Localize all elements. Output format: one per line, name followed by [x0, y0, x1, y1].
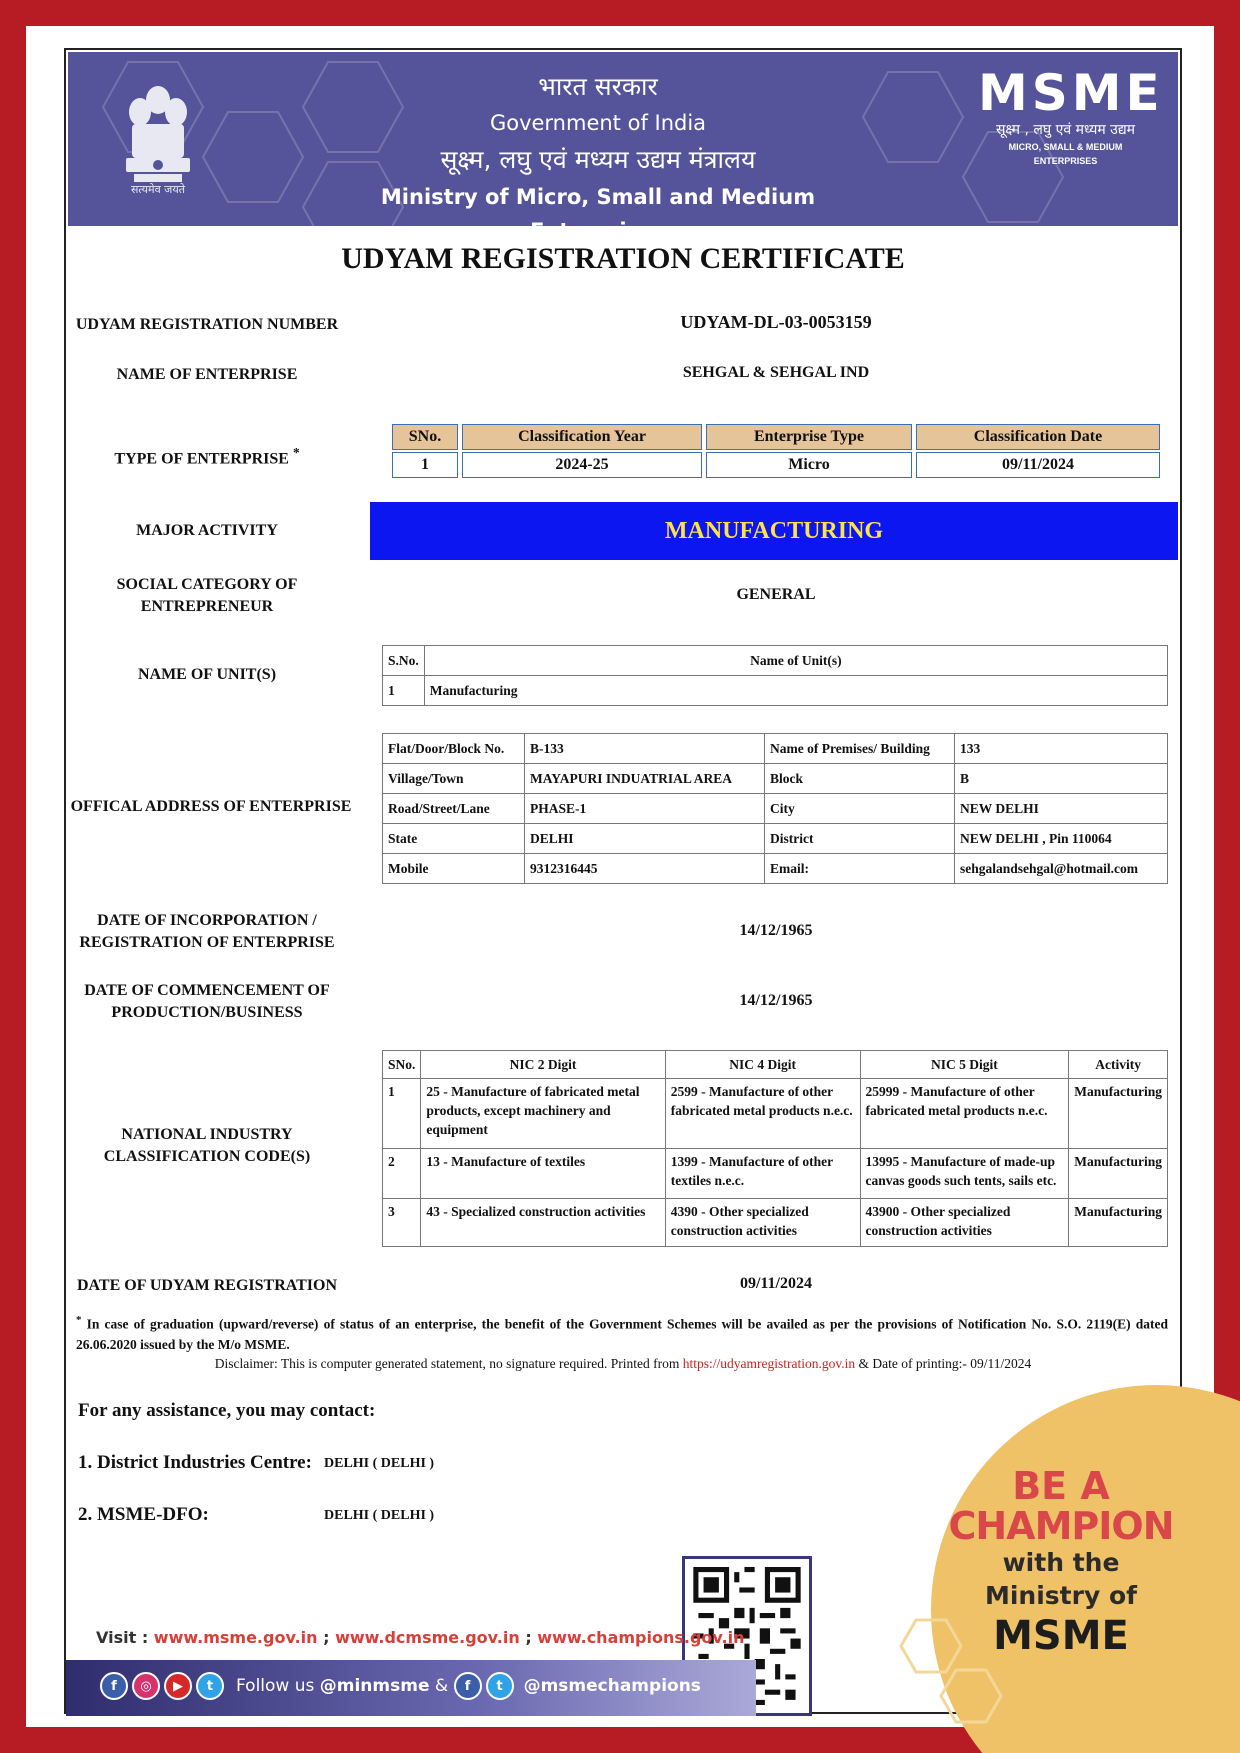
youtube-icon[interactable]: ▶: [164, 1672, 192, 1700]
social-strip: [66, 1660, 756, 1716]
disclaimer-prefix: Disclaimer: This is computer generated statement, no signature required. Printed from: [214, 1356, 680, 1371]
address-key: Email:: [765, 854, 955, 884]
table-row: [383, 1079, 1168, 1149]
follow-text: Follow us: [236, 1676, 315, 1696]
twitter-icon[interactable]: t: [196, 1672, 224, 1700]
nic-label: NATIONAL INDUSTRY CLASSIFICATION CODE(S): [103, 1126, 311, 1165]
address-value: 133: [955, 734, 1168, 764]
enterprise-type-mark: *: [292, 445, 300, 460]
footnote: [76, 1310, 1168, 1355]
type-cell-date: 09/11/2024: [916, 452, 1160, 478]
nic-header-2digit: NIC 2 Digit: [421, 1051, 665, 1079]
address-key: District: [765, 824, 955, 854]
table-row: [383, 854, 1168, 884]
msme-logo-hindi: सूक्ष्म , लघु एवं मध्यम उद्यम: [995, 122, 1136, 138]
hindi-govt-title: भारत सरकार: [538, 72, 658, 101]
visit-sep: ;: [323, 1628, 330, 1647]
units-table-header: [383, 646, 1168, 676]
msme-logo-english: MICRO, SMALL & MEDIUM ENTERPRISES: [1008, 142, 1123, 166]
table-row: [383, 676, 1168, 706]
nic-cell: 1399 - Manufacture of other textiles n.e.c.: [665, 1149, 860, 1199]
address-value: 9312316445: [525, 854, 765, 884]
type-header-date: Classification Date: [916, 424, 1160, 450]
nic-cell: 2: [383, 1149, 421, 1199]
udyam-date-label: DATE OF UDYAM REGISTRATION: [76, 1277, 338, 1294]
address-label: OFFICAL ADDRESS OF ENTERPRISE: [70, 798, 352, 815]
address-value: B: [955, 764, 1168, 794]
type-header-year: Classification Year: [462, 424, 702, 450]
nic-header-sno: SNo.: [383, 1051, 421, 1079]
address-key: Mobile: [383, 854, 525, 884]
nic-table-header: [383, 1051, 1168, 1079]
enterprise-name-value: SEHGAL & SEHGAL IND: [682, 364, 870, 381]
banner-titles: [318, 68, 878, 248]
certificate-title: UDYAM REGISTRATION CERTIFICATE: [341, 242, 905, 275]
address-value: NEW DELHI: [955, 794, 1168, 824]
dic-label: 1. District Industries Centre:: [78, 1452, 312, 1473]
udyam-portal-link[interactable]: https://udyamregistration.gov.in: [682, 1356, 856, 1371]
msme-logo: [978, 64, 1164, 168]
type-cell-sno: 1: [392, 452, 458, 478]
dfo-value: DELHI ( DELHI ): [324, 1508, 435, 1523]
nic-cell: 2599 - Manufacture of other fabricated metal products n.e.c.: [665, 1079, 860, 1149]
units-table: [382, 645, 1168, 706]
emblem-motto: सत्यमेव जयते: [130, 183, 185, 196]
nic-cell: Manufacturing: [1069, 1199, 1168, 1247]
incorporation-value: 14/12/1965: [739, 922, 813, 939]
major-activity-label: MAJOR ACTIVITY: [136, 522, 278, 539]
govt-title: Government of India: [489, 111, 707, 135]
instagram-icon[interactable]: ◎: [132, 1672, 160, 1700]
footnote-text: In case of graduation (upward/reverse) of status of an enterprise, the benefit of the Government Schemes will be availed as per the provisions of Notification No. S.O. 2119(E) dated 26.06.2020 issued by the M/o MSME.: [76, 1316, 1168, 1352]
units-cell-name: Manufacturing: [424, 676, 1167, 706]
table-row: [383, 824, 1168, 854]
table-row: [392, 452, 1160, 478]
nic-cell: 3: [383, 1199, 421, 1247]
enterprise-type-label: [72, 442, 342, 470]
handle-minmsme[interactable]: @minmsme: [319, 1676, 430, 1696]
type-cell-year: 2024-25: [462, 452, 702, 478]
twitter-icon[interactable]: t: [486, 1672, 514, 1700]
udyam-date-value: 09/11/2024: [739, 1275, 812, 1292]
nic-header-4digit: NIC 4 Digit: [665, 1051, 860, 1079]
visit-links: [96, 1628, 744, 1647]
disclaimer-suffix: & Date of printing:- 09/11/2024: [858, 1356, 1032, 1371]
champions-link[interactable]: www.champions.gov.in: [537, 1628, 745, 1647]
header-banner: [68, 52, 1178, 243]
nic-cell: 4390 - Other specialized construction activities: [665, 1199, 860, 1247]
address-value: B-133: [525, 734, 765, 764]
nic-cell: 1: [383, 1079, 421, 1149]
nic-cell: 25 - Manufacture of fabricated metal products, except machinery and equipment: [421, 1079, 665, 1149]
reg-number-label: UDYAM REGISTRATION NUMBER: [75, 316, 339, 333]
social-category-label: SOCIAL CATEGORY OF ENTREPRENEUR: [116, 576, 298, 615]
facebook-icon[interactable]: f: [100, 1672, 128, 1700]
units-cell-sno: 1: [383, 676, 425, 706]
nic-cell: Manufacturing: [1069, 1149, 1168, 1199]
hindi-ministry-title: सूक्ष्म, लघु एवं मध्यम उद्यम मंत्रालय: [440, 145, 756, 174]
address-table: [382, 733, 1168, 884]
address-value: MAYAPURI INDUATRIAL AREA: [525, 764, 765, 794]
nic-table: [382, 1050, 1168, 1247]
table-row: [383, 1199, 1168, 1247]
footnote-mark: *: [76, 1314, 82, 1326]
dfo-label: 2. MSME-DFO:: [78, 1504, 209, 1525]
address-key: Village/Town: [383, 764, 525, 794]
address-key: Flat/Door/Block No.: [383, 734, 525, 764]
certificate-frame: [64, 48, 1182, 1714]
nic-cell: 43900 - Other specialized construction activities: [860, 1199, 1069, 1247]
nic-cell: 13 - Manufacture of textiles: [421, 1149, 665, 1199]
reg-number-value: UDYAM-DL-03-0053159: [680, 312, 872, 332]
commencement-value: 14/12/1965: [739, 992, 813, 1009]
address-key: State: [383, 824, 525, 854]
major-activity-value: MANUFACTURING: [370, 502, 1178, 560]
address-key: City: [765, 794, 955, 824]
dic-value: DELHI ( DELHI ): [324, 1456, 435, 1471]
address-value: DELHI: [525, 824, 765, 854]
address-key: Block: [765, 764, 955, 794]
nic-cell: Manufacturing: [1069, 1079, 1168, 1149]
address-key: Road/Street/Lane: [383, 794, 525, 824]
disclaimer: [66, 1356, 1180, 1372]
dcmsme-link[interactable]: www.dcmsme.gov.in: [335, 1628, 520, 1647]
ministry-title: Ministry of Micro, Small and Medium Enterprises: [380, 185, 816, 243]
address-value: PHASE-1: [525, 794, 765, 824]
msme-logo-text: MSME: [978, 64, 1164, 122]
type-table: [388, 422, 1164, 480]
champion-line3: with the: [1002, 1548, 1120, 1577]
incorporation-label: DATE OF INCORPORATION / REGISTRATION OF ENTERPRISE: [79, 912, 335, 951]
units-header-name: Name of Unit(s): [424, 646, 1167, 676]
social-row: [100, 1672, 701, 1700]
nic-cell: 13995 - Manufacture of made-up canvas goods such tents, sails etc.: [860, 1149, 1069, 1199]
champion-text: [946, 1466, 1176, 1660]
champion-line2: CHAMPION: [948, 1504, 1174, 1548]
address-email: sehgalandsehgal@hotmail.com: [955, 854, 1168, 884]
nic-header-5digit: NIC 5 Digit: [860, 1051, 1069, 1079]
champion-line1: BE A: [1012, 1464, 1110, 1508]
address-key: Name of Premises/ Building: [765, 734, 955, 764]
type-header-sno: SNo.: [392, 424, 458, 450]
table-row: [383, 734, 1168, 764]
msme-link[interactable]: www.msme.gov.in: [153, 1628, 318, 1647]
address-value: NEW DELHI , Pin 110064: [955, 824, 1168, 854]
table-row: [383, 764, 1168, 794]
champion-line4: Ministry of: [984, 1581, 1138, 1610]
social-amp: &: [434, 1676, 449, 1696]
units-label: NAME OF UNIT(S): [137, 666, 277, 683]
type-header-type: Enterprise Type: [706, 424, 912, 450]
type-table-header: [392, 424, 1160, 450]
champion-line5: MSME: [993, 1613, 1129, 1659]
table-row: [383, 794, 1168, 824]
visit-sep: ;: [525, 1628, 532, 1647]
assistance-heading: For any assistance, you may contact:: [78, 1400, 376, 1421]
nic-cell: 43 - Specialized construction activities: [421, 1199, 665, 1247]
commencement-label: DATE OF COMMENCEMENT OF PRODUCTION/BUSINESS: [84, 982, 330, 1021]
facebook-icon[interactable]: f: [454, 1672, 482, 1700]
enterprise-type-label-text: TYPE OF ENTERPRISE: [114, 450, 289, 468]
visit-prefix: Visit :: [96, 1628, 149, 1647]
nic-header-activity: Activity: [1069, 1051, 1168, 1079]
enterprise-name-label: NAME OF ENTERPRISE: [116, 366, 298, 383]
type-cell-type: Micro: [706, 452, 912, 478]
table-row: [383, 1149, 1168, 1199]
handle-msmechampions[interactable]: @msmechampions: [523, 1676, 701, 1696]
units-header-sno: S.No.: [383, 646, 425, 676]
nic-cell: 25999 - Manufacture of other fabricated metal products n.e.c.: [860, 1079, 1069, 1149]
social-category-value: GENERAL: [736, 586, 816, 603]
